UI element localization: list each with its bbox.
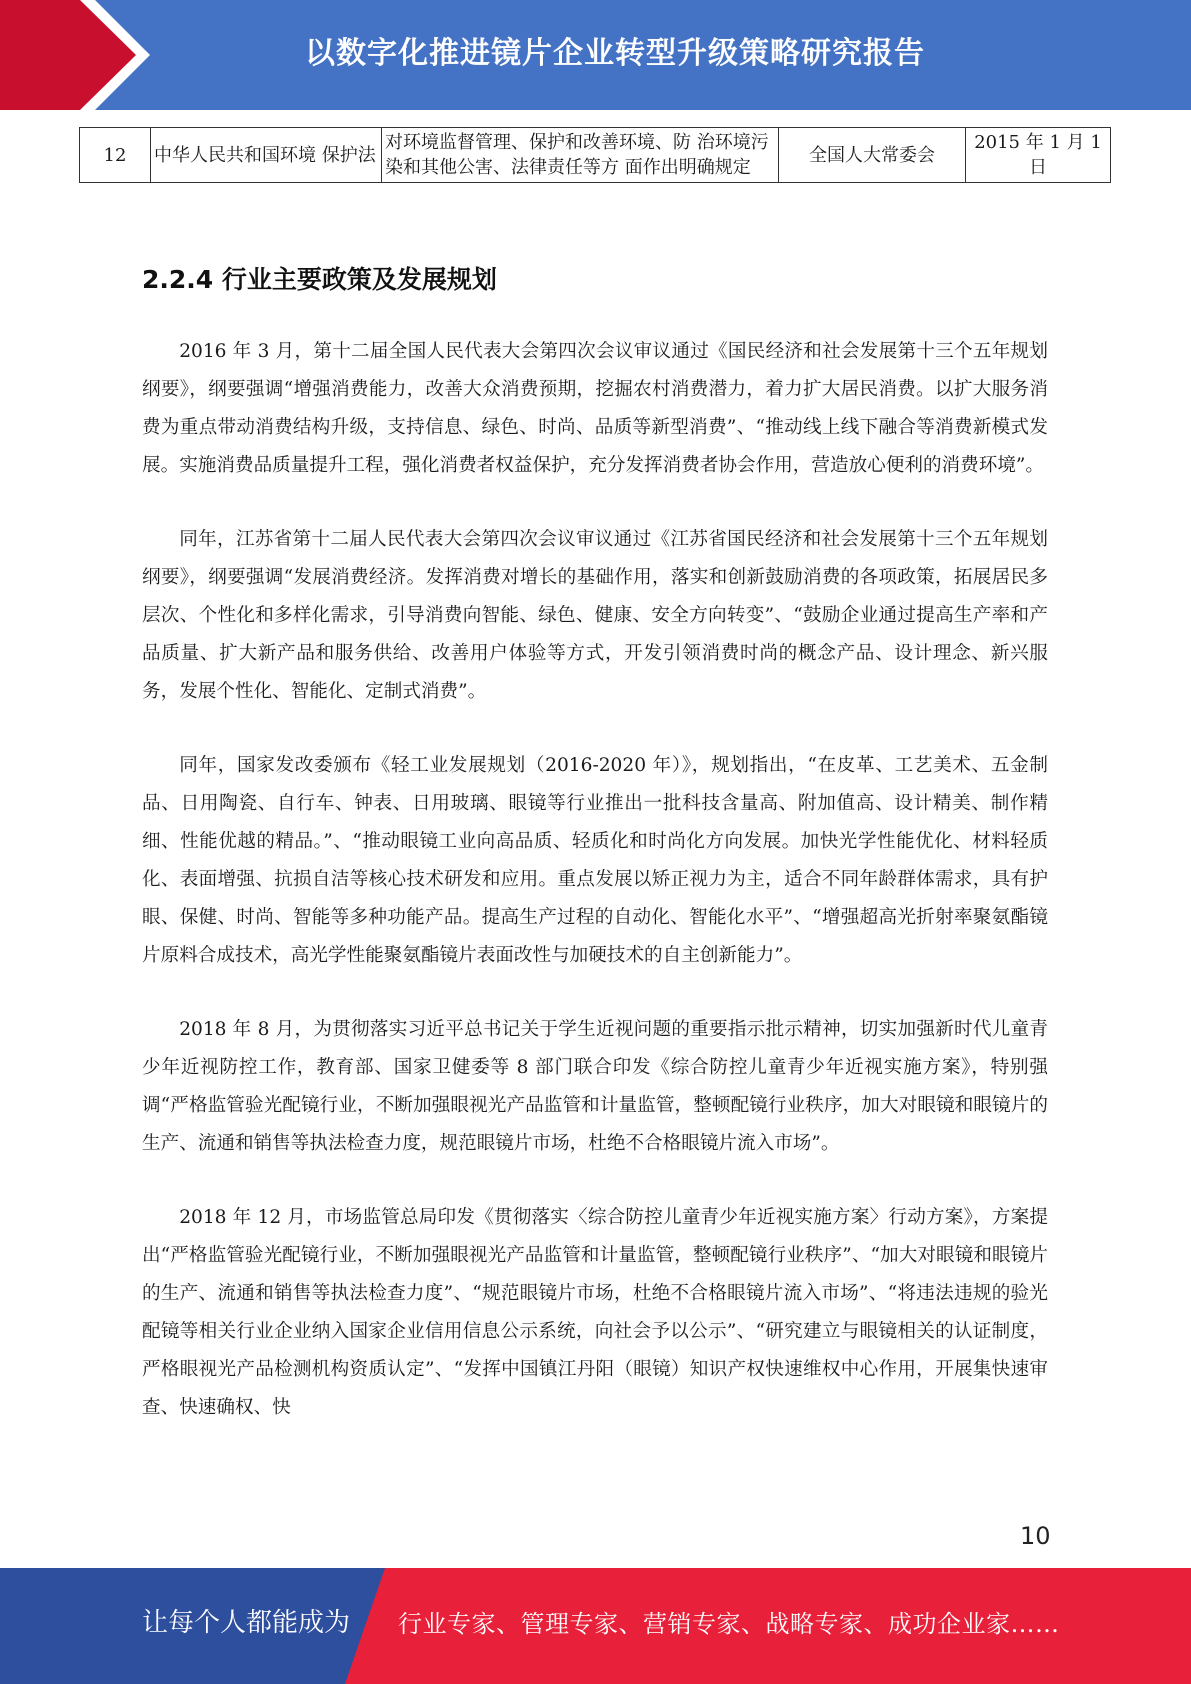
regulations-table xyxy=(79,127,1111,183)
law-description-cell: 对环境监督管理、保护和改善环境、防 治环境污染和其他公害、法律责任等方 面作出明确规定 xyxy=(382,128,779,183)
section-heading: 2.2.4 行业主要政策及发展规划 xyxy=(142,265,497,294)
footer-slogan-left: 让每个人都能成为 xyxy=(142,1608,351,1638)
row-number-cell: 12 xyxy=(80,128,151,183)
paragraph: 同年，江苏省第十二届人民代表大会第四次会议审议通过《江苏省国民经济和社会发展第十三个五年规划纲要》，纲要强调“发展消费经济。发挥消费对增长的基础作用，落实和创新鼓励消费的各项政策，拓展居民多层次、个性化和多样化需求，引导消费向智能、绿色、健康、安全方向转变”、“鼓励企业通过提高生产率和产品质量、扩大新产品和服务供给、改善用户体验等方式，开发引领消费时尚的概念产品、设计理念、新兴服务，发展个性化、智能化、定制式消费”。 xyxy=(142,529,1048,702)
page-number: 10 xyxy=(1020,1522,1051,1550)
page-footer xyxy=(0,1568,1191,1684)
paragraph: 同年，国家发改委颁布《轻工业发展规划（2016-2020 年）》，规划指出，“在皮革、工艺美术、五金制品、日用陶瓷、自行车、钟表、日用玻璃、眼镜等行业推出一批科技含量高、附加值高、设计精美、制作精细、性能优越的精品。”、“推动眼镜工业向高品质、轻质化和时尚化方向发展。加快光学性能优化、材料轻质化、表面增强、抗损自洁等核心技术研发和应用。重点发展以矫正视力为主，适合不同年龄群体需求，具有护眼、保健、时尚、智能等多种功能产品。提高生产过程的自动化、智能化水平”、“增强超高光折射率聚氨酯镜片原料合成技术，高光学性能聚氨酯镜片表面改性与加硬技术的自主创新能力”。 xyxy=(142,755,1048,966)
issuing-body-cell: 全国人大常委会 xyxy=(779,128,966,183)
effective-date-cell: 2015 年 1 月 1 日 xyxy=(966,128,1111,183)
paragraph: 2018 年 8 月，为贯彻落实习近平总书记关于学生近视问题的重要指示批示精神，切实加强新时代儿童青少年近视防控工作，教育部、国家卫健委等 8 部门联合印发《综合防控儿童青少年近视实施方案》，特别强调“严格监管验光配镜行业，不断加强眼视光产品监管和计量监管，整顿配镜行业秩序，加大对眼镜和眼镜片的生产、流通和销售等执法检查力度，规范眼镜片市场，杜绝不合格眼镜片流入市场”。 xyxy=(142,1019,1048,1154)
law-name-cell: 中华人民共和国环境 保护法 xyxy=(151,128,382,183)
footer-slogan-right: 行业专家、管理专家、营销专家、战略专家、成功企业家…… xyxy=(398,1610,1060,1638)
page-header xyxy=(0,0,1191,110)
table-row xyxy=(80,128,1111,183)
report-title: 以数字化推进镜片企业转型升级策略研究报告 xyxy=(305,36,925,71)
paragraph: 2016 年 3 月，第十二届全国人民代表大会第四次会议审议通过《国民经济和社会发展第十三个五年规划纲要》，纲要强调“增强消费能力，改善大众消费预期，挖掘农村消费潜力，着力扩大居民消费。以扩大服务消费为重点带动消费结构升级，支持信息、绿色、时尚、品质等新型消费”、“推动线上线下融合等消费新模式发展。实施消费品质量提升工程，强化消费者权益保护，充分发挥消费者协会作用，营造放心便利的消费环境”。 xyxy=(142,341,1048,476)
paragraph: 2018 年 12 月，市场监管总局印发《贯彻落实〈综合防控儿童青少年近视实施方案〉行动方案》，方案提出“严格监管验光配镜行业，不断加强眼视光产品监管和计量监管，整顿配镜行业秩序”、“加大对眼镜和眼镜片的生产、流通和销售等执法检查力度”、“规范眼镜片市场，杜绝不合格眼镜片流入市场”、“将违法违规的验光配镜等相关行业企业纳入国家企业信用信息公示系统，向社会予以公示”、“研究建立与眼镜相关的认证制度，严格眼视光产品检测机构资质认定”、“发挥中国镇江丹阳（眼镜）知识产权快速维权中心作用，开展集快速审查、快速确权、快 xyxy=(142,1207,1048,1418)
body-content xyxy=(142,333,1048,1463)
